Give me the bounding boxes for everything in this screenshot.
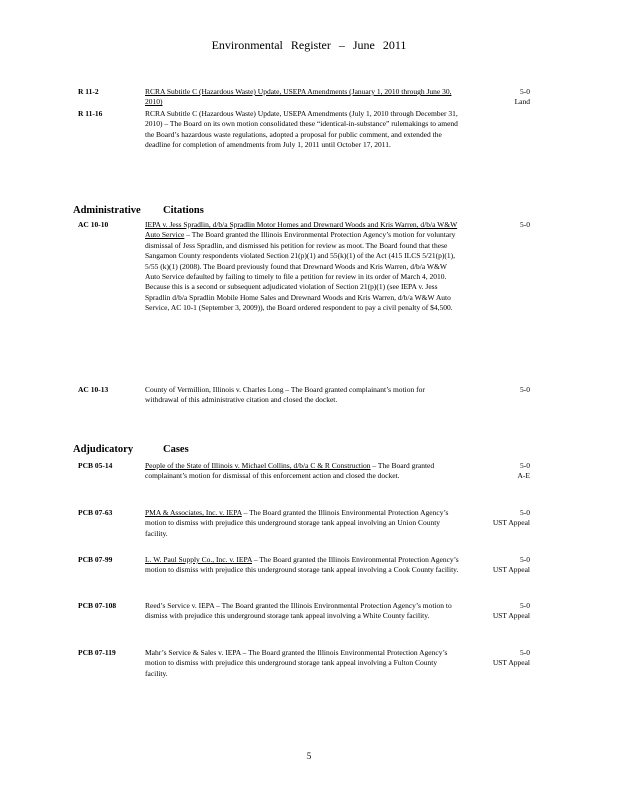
section-heading-adjudicatory: Adjudicatory (73, 444, 134, 455)
page-header: Environmental Register – June 2011 (211, 38, 407, 52)
case-summary: – The Board granted the Illinois Environmental Protection Agency’s motion to dismiss with prejudice this underground storage tank appeal involving an Union County facility. (145, 508, 449, 538)
vote-category: UST Appeal (492, 611, 530, 621)
docket-number: PCB 05-14 (78, 461, 113, 470)
entry-text: RCRA Subtitle C (Hazardous Waste) Update, USEPA Amendments (July 1, 2010 through December 31, 2010) – The Board on its own motion consolidated these “identical-in-substance” rulemakings to amend the Board’s hazardous waste regulations, adopted a proposal for public comment, and extended the deadline for completion of amendments from July 1, 2011 until October 17, 2011. (145, 109, 458, 150)
entry-text: Mahr’s Service & Sales v. IEPA – The Board granted the Illinois Environmental Protection Agency’s motion to dismiss with prejudice this underground storage tank appeal involving a Fulton County facility. (145, 648, 448, 678)
vote-count: 5-0 (520, 601, 530, 610)
section-heading-citations: Citations (163, 205, 204, 216)
docket-number: PCB 07-108 (78, 601, 117, 610)
entry-text: County of Vermillion, Illinois v. Charles Long – The Board granted complainant’s motion for withdrawal of this administrative citation and closed the docket. (145, 385, 425, 405)
entry-text[interactable]: RCRA Subtitle C (Hazardous Waste) Update, USEPA Amendments (January 1, 2010 through June 30, 2010) (145, 87, 452, 107)
docket-number: PCB 07-119 (78, 648, 116, 657)
vote-count: 5-0 (520, 87, 530, 96)
vote-category: UST Appeal (492, 565, 530, 575)
case-summary: – The Board granted the Illinois Environmental Protection Agency’s motion for voluntary dismissal of Jess Spradlin, and dismissed his petition for review as moot. The Board found that these Sangamon County respondents violated Section 21(p)(1) and 55(k)(1) of the Act (415 ILCS 5/21(p)(1), 5/55 (k)(1) (2008). The Board previously found that Drewnard Woods and Kris Warren, d/b/a W&W Auto Service defaulted by failing to timely to file a petition for review in its order of March 4, 2010. Because this is a second or subsequent adjudicated violation of Section 21(p)(1) (see IEPA v. Jess Spradlin d/b/a Spradlin Mobile Home Sales and Drewnard Woods and Kris Warren, d/b/a W&W Auto Service, AC 10-1 (September 3, 2009)), the Board ordered respondent to pay a civil penalty of $4,500. (145, 230, 456, 313)
case-summary: – The Board granted the Illinois Environmental Protection Agency’s motion to dismiss with prejudice this underground storage tank appeal involving a Cook County facility. (145, 555, 459, 575)
case-link[interactable]: PMA & Associates, Inc. v. IEPA (145, 508, 242, 517)
case-link[interactable]: L. W. Paul Supply Co., Inc. v. IEPA (145, 555, 252, 564)
page-number: 5 (306, 751, 312, 761)
vote (470, 87, 530, 108)
entry-text (145, 555, 459, 576)
section-heading-cases: Cases (163, 444, 189, 455)
entry-text (145, 461, 459, 482)
vote-category: UST Appeal (492, 658, 530, 668)
vote-category: Land (514, 97, 530, 107)
docket-number: PCB 07-99 (78, 555, 113, 564)
vote (470, 601, 530, 622)
entry-text (145, 508, 459, 539)
case-link[interactable]: IEPA v. Jess Spradlin, d/b/a Spradlin Motor Homes and Drewnard Woods and Kris Warren, d/b/a W&W Auto Service (145, 220, 458, 240)
vote (470, 648, 530, 669)
vote (470, 508, 530, 529)
docket-number: PCB 07-63 (78, 508, 113, 517)
vote-count: 5-0 (520, 555, 530, 564)
case-summary: – The Board granted complainant’s motion for dismissal of this enforcement action and closed the docket. (145, 461, 435, 481)
vote (470, 555, 530, 576)
vote-count: 5-0 (520, 648, 530, 657)
vote-category: UST Appeal (492, 518, 530, 528)
vote (470, 461, 530, 482)
docket-number: AC 10-13 (78, 385, 109, 394)
vote-count: 5-0 (520, 220, 530, 229)
docket-number: AC 10-10 (78, 220, 109, 229)
entry-text (145, 220, 459, 314)
case-link[interactable]: People of the State of Illinois v. Michael Collins, d/b/a C & R Construction (145, 461, 371, 470)
entry-text: Reed’s Service v. IEPA – The Board granted the Illinois Environmental Protection Agency’s motion to dismiss with prejudice this underground storage tank appeal involving a White County facility. (145, 601, 452, 621)
vote-count: 5-0 (520, 461, 530, 470)
docket-number: R 11-2 (78, 87, 99, 96)
vote-count: 5-0 (520, 508, 530, 517)
section-heading-administrative: Administrative (73, 205, 141, 216)
vote-count: 5-0 (520, 385, 530, 394)
vote-category: A-E (517, 471, 530, 481)
docket-number: R 11-16 (78, 109, 103, 118)
